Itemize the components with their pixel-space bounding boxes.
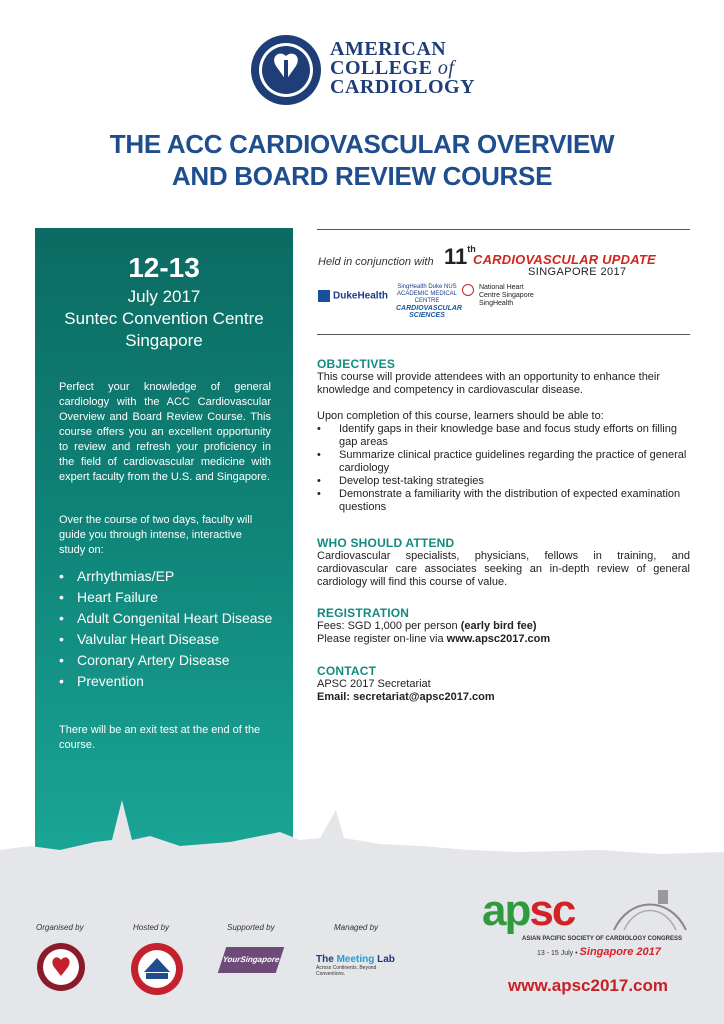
duke-label: DukeHealth xyxy=(333,290,389,302)
acc-seal-icon xyxy=(250,34,322,106)
nhcs-logo xyxy=(462,284,542,308)
supported-by-label: Supported by xyxy=(227,923,275,932)
apsc-dates xyxy=(537,946,661,958)
attend-text: Cardiovascular specialists, physicians, fellows in training, and cardiovascular care associates seeking an in-depth review of general cardiology will find this course of value. xyxy=(317,550,690,588)
topic-item: • Arrhythmias/EP xyxy=(59,568,279,585)
tml-lab: Lab xyxy=(377,954,395,965)
registration-heading: REGISTRATION xyxy=(317,606,410,620)
your-singapore-logo: YourSingapore xyxy=(218,947,284,973)
apsc-logo xyxy=(482,886,692,961)
contact-email-line xyxy=(317,691,690,704)
nhcs-sub-label: SingHealth xyxy=(478,300,514,307)
acc-logo xyxy=(250,34,480,108)
held-in-conjunction: Held in conjunction with xyxy=(318,256,434,268)
divider xyxy=(317,334,690,335)
exit-note: There will be an exit test at the end of the course. xyxy=(59,724,261,751)
org-line2-a: COLLEGE xyxy=(330,57,433,79)
registration-section xyxy=(317,607,690,646)
objective-item: • Identify gaps in their knowledge base and focus study efforts on filling gap areas xyxy=(317,423,690,449)
cvu-event-name: CARDIOVASCULAR UPDATE xyxy=(473,252,656,267)
event-venue: Suntec Convention Centre xyxy=(64,309,264,328)
tml-meeting: Meeting xyxy=(336,954,375,965)
attend-section xyxy=(317,537,690,589)
contact-name: APSC 2017 Secretariat xyxy=(317,678,431,690)
nhcs-heart-icon xyxy=(462,284,474,296)
objective-item: • Demonstrate a familiarity with the distribution of expected examination questions xyxy=(317,488,690,514)
contact-heading: CONTACT xyxy=(317,664,377,678)
organised-by-label: Organised by xyxy=(36,923,84,932)
topic-item: • Adult Congenital Heart Disease xyxy=(59,610,279,627)
org-line3: CARDIOLOGY xyxy=(330,76,476,98)
singhealth-label: SingHealth Duke NUS ACADEMIC MEDICAL CENTRE xyxy=(396,284,457,304)
acc-wordmark xyxy=(330,40,475,97)
meeting-lab-logo xyxy=(316,954,406,977)
singapore-cardiac-society-seal-icon xyxy=(130,942,184,996)
org-line2-b: of xyxy=(437,57,455,79)
contact-email-link[interactable]: secretariat@apsc2017.com xyxy=(353,691,495,703)
objectives-lead: Upon completion of this course, learners should be able to: xyxy=(317,410,604,422)
singhealth-logo xyxy=(396,284,462,319)
nhcs-label: National Heart Centre Singapore xyxy=(478,284,534,299)
registration-link-line xyxy=(317,633,690,646)
topic-item: • Heart Failure xyxy=(59,589,279,606)
edition-number: 11 xyxy=(444,244,468,269)
event-city: Singapore xyxy=(125,331,203,350)
apsc-society-seal-icon xyxy=(36,942,86,992)
register-prefix: Please register on-line via xyxy=(317,633,444,645)
apsc-full-name: ASIAN PACIFIC SOCIETY OF CARDIOLOGY CONGRESS xyxy=(522,936,683,942)
title-line1: THE ACC CARDIOVASCULAR OVERVIEW xyxy=(109,129,615,159)
event-panel xyxy=(35,228,293,860)
tml-the: The xyxy=(316,954,334,965)
intro-text: Perfect your knowledge of general cardiology with the ACC Cardiovascular Overview and Board Review Course. This course offers you an excellent opportunity to review and refresh your proficiency in the field of cardiovascular medicine with expert faculty from the U.S. and Singapore. xyxy=(59,381,271,483)
org-line1: AMERICAN xyxy=(330,38,447,60)
objectives-heading: OBJECTIVES xyxy=(317,357,396,371)
duke-shield-icon xyxy=(318,290,330,302)
objective-item: • Develop test-taking strategies xyxy=(317,475,690,488)
cv-sciences-label: CARDIOVASCULAR SCIENCES xyxy=(396,305,462,319)
topic-item: • Coronary Artery Disease xyxy=(59,652,279,669)
topic-list xyxy=(59,568,279,694)
page-title xyxy=(0,128,724,192)
apsc-wordmark xyxy=(482,886,574,936)
tml-tagline: Across Continents. Beyond Conventions. xyxy=(316,965,377,977)
attend-heading: WHO SHOULD ATTEND xyxy=(317,536,455,550)
apsc-letter-a: a xyxy=(482,886,505,935)
apsc-letter-c: c xyxy=(551,886,575,935)
apsc-city: Singapore 2017 xyxy=(579,946,661,958)
edition-suffix: th xyxy=(467,244,476,254)
cvu-location: SINGAPORE 2017 xyxy=(528,266,627,278)
singapore-landmark-icon xyxy=(610,886,690,932)
event-dates: 12-13 xyxy=(128,252,200,283)
registration-fees xyxy=(317,620,690,633)
objectives-text: This course will provide attendees with an opportunity to enhance their knowledge and competency in cardiovascular disease. xyxy=(317,371,661,396)
divider xyxy=(317,229,690,230)
early-bird-label: (early bird fee) xyxy=(460,620,537,632)
objectives-section xyxy=(317,358,690,514)
skyline-illustration xyxy=(0,780,724,862)
topic-item: • Prevention xyxy=(59,673,279,690)
apsc-letter-s: s xyxy=(529,886,552,935)
objectives-list xyxy=(317,423,690,514)
event-details xyxy=(35,286,293,352)
event-month: July 2017 xyxy=(127,287,201,306)
apsc-letter-p: p xyxy=(504,886,530,935)
apsc-date-range: 13 - 15 July • xyxy=(537,950,578,957)
hosted-by-label: Hosted by xyxy=(133,923,170,932)
contact-section xyxy=(317,665,690,704)
topic-item: • Valvular Heart Disease xyxy=(59,631,279,648)
duke-health-logo xyxy=(318,290,388,302)
fees-text: Fees: SGD 1,000 per person xyxy=(317,620,458,632)
objective-item: • Summarize clinical practice guidelines regarding the practice of general cardiology xyxy=(317,449,690,475)
cvu-edition xyxy=(444,244,476,270)
apsc-website-link[interactable]: www.apsc2017.com xyxy=(508,976,669,995)
register-link[interactable]: www.apsc2017.com xyxy=(446,633,551,645)
email-label: Email: xyxy=(317,691,351,703)
managed-by-label: Managed by xyxy=(334,923,379,932)
title-line2: AND BOARD REVIEW COURSE xyxy=(171,161,553,191)
intro-text-2: Over the course of two days, faculty will guide you through intense, interactive study on: xyxy=(59,514,253,556)
